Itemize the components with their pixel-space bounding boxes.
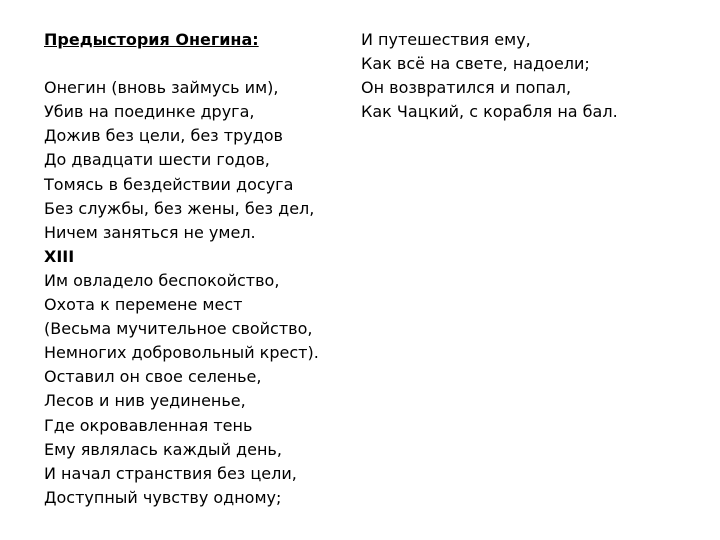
verse-line: Онегин (вновь займусь им), (44, 78, 279, 98)
verse-line: Охота к перемене мест (44, 295, 243, 315)
verse-line: Им овладело беспокойство, (44, 270, 280, 290)
verse-line: Он возвратился и попал, (361, 78, 572, 98)
verse-line: Немногих добровольный крест). (44, 343, 319, 363)
verse-line: Как всё на свете, надоели; (361, 54, 590, 74)
verse-line: Как Чацкий, с корабля на бал. (361, 102, 618, 122)
verse-line: Где окровавленная тень (44, 415, 253, 435)
verse-line: Без службы, без жены, без дел, (44, 198, 315, 218)
verse-line: Ему являлась каждый день, (44, 439, 282, 459)
verse-line: До двадцати шести годов, (44, 150, 270, 170)
verse-line: Оставил он свое селенье, (44, 367, 262, 387)
left-column (44, 28, 344, 510)
blank-line (44, 52, 344, 76)
verse-line: Лесов и нив уединенье, (44, 391, 246, 411)
verse-line: (Весьма мучительное свойство, (44, 319, 313, 339)
section-title: Предыстория Онегина: (44, 30, 259, 49)
verse-line: И начал странствия без цели, (44, 463, 297, 483)
right-column (361, 28, 691, 124)
stanza-number: XIII (44, 246, 75, 266)
verse-line: И путешествия ему, (361, 30, 531, 49)
verse-line: Томясь в бездействии досуга (44, 174, 294, 194)
verse-line: Убив на поединке друга, (44, 102, 255, 122)
verse-line: Доступный чувству одному; (44, 487, 282, 507)
verse-line: Ничем заняться не умел. (44, 222, 256, 242)
verse-line: Дожив без цели, без трудов (44, 126, 283, 146)
